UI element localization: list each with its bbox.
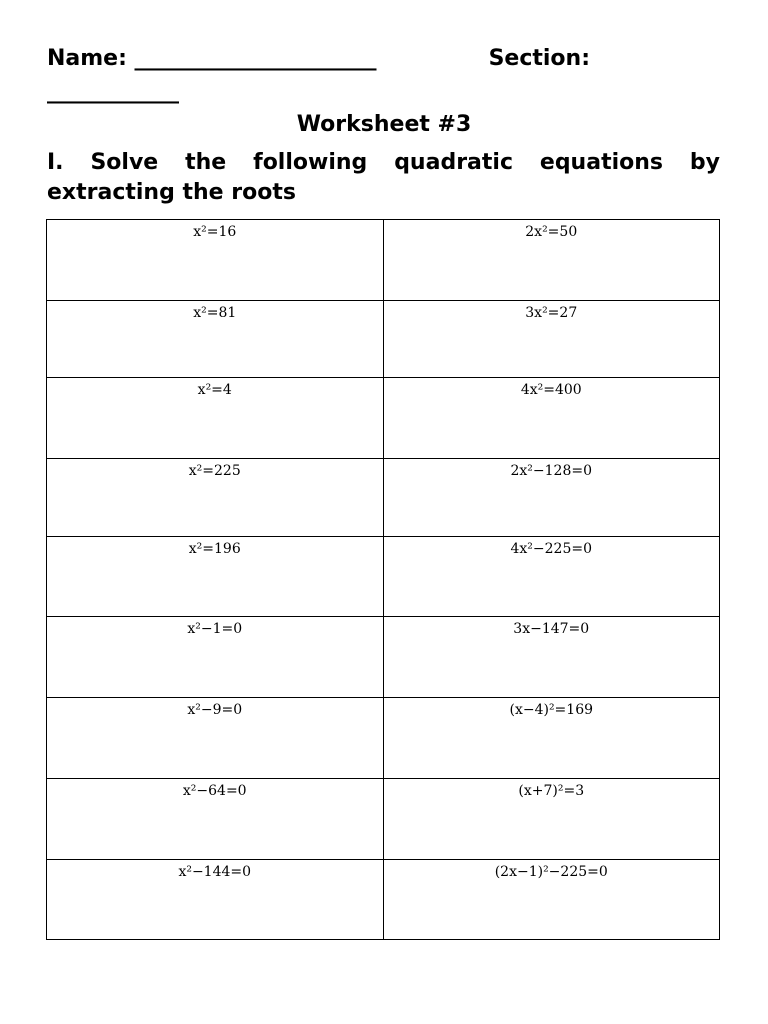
equation-cell: [383, 617, 720, 698]
equation: 2x²=50: [525, 224, 578, 240]
equation-cell: [383, 301, 720, 378]
equation-cell: [383, 378, 720, 459]
table-row: [47, 301, 720, 378]
equation: (x−4)²=169: [509, 702, 594, 718]
equation: x²−144=0: [178, 864, 252, 880]
equation: x²=16: [193, 224, 237, 240]
equation-cell: [383, 537, 720, 617]
section-label: Section: ____________: [47, 46, 591, 104]
equation-cell: [47, 301, 384, 378]
equation-cell: [47, 537, 384, 617]
table-row: [47, 537, 720, 617]
equation: x²=225: [188, 463, 241, 479]
table-row: [47, 459, 720, 537]
equation: x²−9=0: [187, 702, 243, 718]
table-row: [47, 698, 720, 779]
equation-cell: [47, 459, 384, 537]
equation-cell: [383, 698, 720, 779]
equations-table: [46, 219, 720, 940]
header-line: [47, 42, 727, 108]
table-row: [47, 779, 720, 860]
equation: x²=196: [188, 541, 241, 557]
equation-cell: [383, 220, 720, 301]
table-row: [47, 220, 720, 301]
equation: (2x−1)²−225=0: [494, 864, 608, 880]
equation: x²=81: [193, 305, 237, 321]
equation: 4x²=400: [520, 382, 582, 398]
table-row: [47, 860, 720, 940]
name-label: Name: ______________________: [47, 46, 377, 71]
equation: (x+7)²=3: [518, 783, 585, 799]
equation-cell: [47, 779, 384, 860]
equation-cell: [383, 860, 720, 940]
equation-cell: [47, 617, 384, 698]
equation: 4x²−225=0: [510, 541, 592, 557]
equation-cell: [383, 779, 720, 860]
equation-cell: [47, 220, 384, 301]
table-row: [47, 617, 720, 698]
equation: x²=4: [197, 382, 232, 398]
table-row: [47, 378, 720, 459]
equation-cell: [47, 378, 384, 459]
worksheet-title: Worksheet #3: [296, 112, 472, 137]
equation-cell: [383, 459, 720, 537]
equation: 3x²=27: [525, 305, 578, 321]
equation: x²−1=0: [187, 621, 243, 637]
equation: 3x−147=0: [513, 621, 590, 637]
equation: x²−64=0: [182, 783, 247, 799]
equation: 2x²−128=0: [510, 463, 592, 479]
equation-cell: [47, 860, 384, 940]
instructions: I. Solve the following quadratic equations by extracting the roots: [47, 150, 720, 205]
equation-cell: [47, 698, 384, 779]
